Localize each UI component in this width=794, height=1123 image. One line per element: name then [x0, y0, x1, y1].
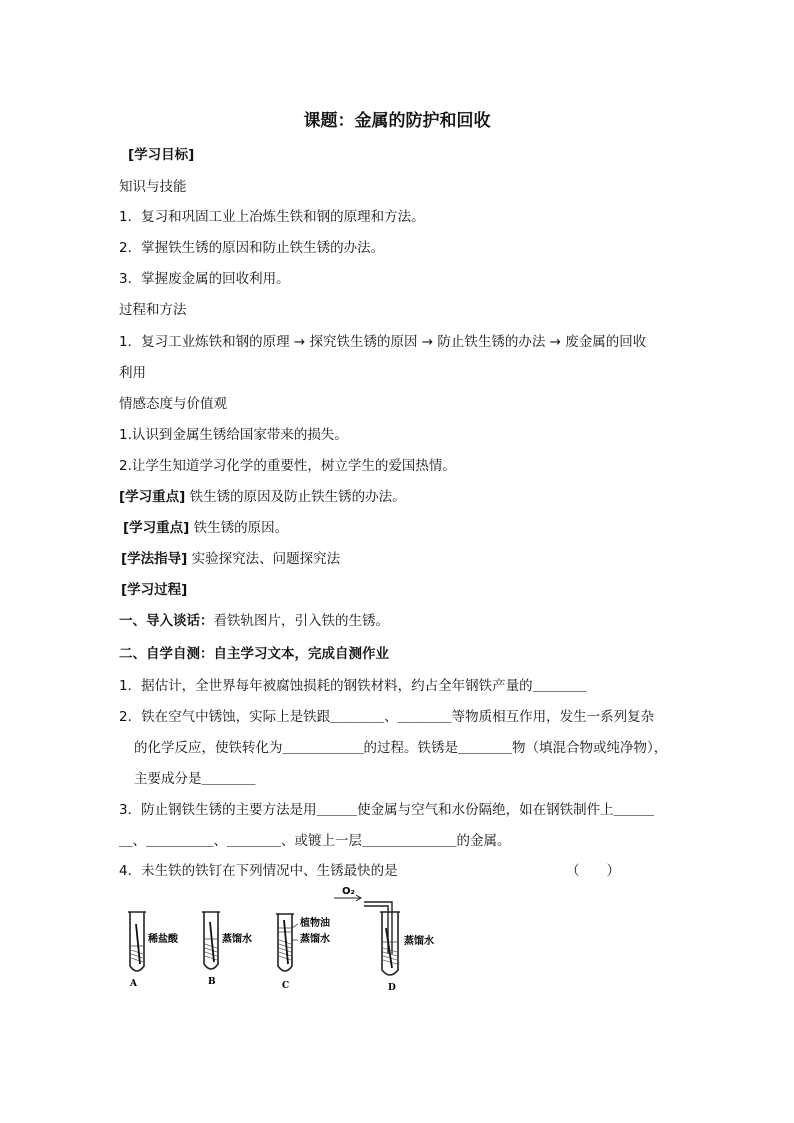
label-distilled-water: 蒸馏水: [222, 934, 252, 945]
process-header: 过程和方法: [119, 302, 187, 318]
question-1: 1．据估计，全世界每年被腐蚀损耗的钢铁材料，约占全年钢铁产量的＿＿＿＿: [119, 678, 587, 694]
label-vegetable-oil: 植物油: [300, 918, 330, 929]
method-text: 实验探究法、问题探究法: [191, 551, 341, 567]
test-tube-figure: [120, 884, 450, 994]
question-3: 3．防止钢铁生锈的主要方法是用＿＿＿使金属与空气和水份隔绝，如在钢铁制件上＿＿＿: [119, 802, 655, 818]
emotion-item: 1.认识到金属生锈给国家带来的损失。: [119, 427, 348, 443]
section-2-text: 自主学习文本，完成自测作业: [213, 646, 389, 662]
process-title: [学习过程]: [121, 582, 188, 598]
label-oxygen: O₂: [342, 886, 355, 897]
label-distilled-water-c: 蒸馏水: [300, 934, 330, 945]
key-point-label: [学习重点]: [119, 489, 186, 505]
key-point-text: 铁生锈的原因及防止铁生锈的办法。: [189, 489, 406, 505]
section-1-label: 一、导入谈话：: [119, 613, 214, 629]
section-1-text: 看铁轨图片，引入铁的生锈。: [213, 613, 389, 629]
question-2-continued: 主要成分是＿＿＿＿: [134, 771, 256, 787]
question-4: [119, 862, 398, 880]
process-item: 1．复习工业炼铁和钢的原理 → 探究铁生锈的原因 → 防止铁生锈的办法 → 废金属的回收: [119, 334, 647, 350]
label-b: B: [208, 977, 216, 987]
tube-d: [334, 886, 434, 993]
label-a: A: [130, 979, 137, 989]
answer-bracket: （ ）: [566, 863, 620, 879]
section-1: [119, 612, 389, 630]
tube-b: [202, 912, 252, 987]
tube-a: [128, 912, 179, 989]
label-c: C: [282, 981, 290, 991]
method-label: [学法指导]: [121, 551, 188, 567]
knowledge-item: 2．掌握铁生锈的原因和防止铁生锈的办法。: [119, 240, 385, 256]
key-point-2: [123, 519, 288, 537]
key-point-2-text: 铁生锈的原因。: [193, 520, 289, 536]
knowledge-item: 3．掌握废金属的回收利用。: [119, 271, 290, 287]
process-item-continued: 利用: [119, 365, 146, 381]
section-2-label: 二、自学自测：: [119, 646, 214, 662]
knowledge-header: 知识与技能: [119, 179, 187, 195]
knowledge-item: 1．复习和巩固工业上冶炼生铁和钢的原理和方法。: [119, 209, 425, 225]
label-hydrochloric-acid: 稀盐酸: [148, 934, 178, 945]
objectives-header: [学习目标]: [128, 147, 195, 163]
question-3-continued: ＿、＿＿＿＿＿、＿＿＿＿、或镀上一层＿＿＿＿＿＿＿的金属。: [119, 833, 511, 849]
section-2: [119, 645, 389, 663]
emotion-header: 情感态度与价值观: [119, 396, 227, 412]
tube-c: [276, 914, 330, 991]
key-point-2-label: [学习重点]: [123, 520, 190, 536]
question-2-continued: 的化学反应，使铁转化为＿＿＿＿＿＿的过程。铁锈是＿＿＿＿物（填混合物或纯净物），: [134, 740, 668, 756]
label-distilled-water-d: 蒸馏水: [404, 936, 434, 947]
key-point: [119, 488, 406, 506]
question-4-text: 4．未生铁的铁钉在下列情况中、生锈最快的是: [119, 863, 398, 879]
emotion-item: 2.让学生知道学习化学的重要性，树立学生的爱国热情。: [119, 458, 456, 474]
page-title: 课题：金属的防护和回收: [303, 111, 491, 131]
label-d: D: [388, 983, 396, 993]
question-2: 2．铁在空气中锈蚀，实际上是铁跟＿＿＿＿、＿＿＿＿等物质相互作用，发生一系列复杂: [119, 709, 655, 725]
method: [121, 550, 340, 568]
